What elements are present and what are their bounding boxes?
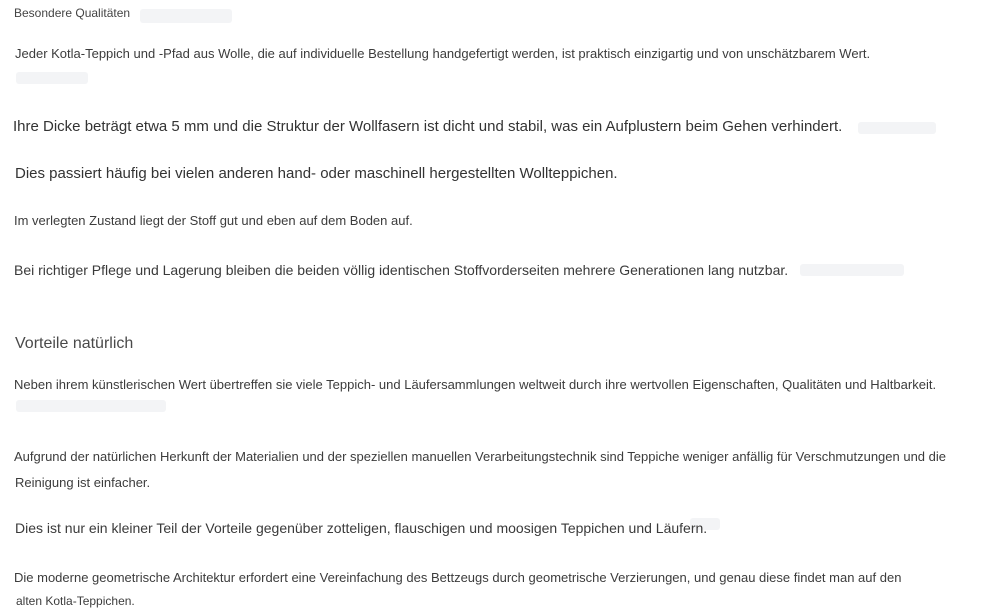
background-artifact bbox=[16, 400, 166, 412]
background-artifact bbox=[800, 264, 904, 276]
background-artifact bbox=[16, 72, 88, 84]
paragraph-architecture-line2: alten Kotla-Teppichen. bbox=[16, 594, 135, 608]
paragraph-laying: Im verlegten Zustand liegt der Stoff gut und eben auf dem Boden auf. bbox=[14, 213, 413, 228]
background-artifact bbox=[140, 9, 232, 23]
paragraph-care: Bei richtiger Pflege und Lagerung bleiben die beiden völlig identischen Stoffvorderseiten mehrere Generationen lang nutzbar. bbox=[14, 262, 789, 278]
paragraph-uniqueness: Jeder Kotla-Teppich und -Pfad aus Wolle, die auf individuelle Bestellung handgefertigt werden, ist praktisch einzigartig und von unschätzbarem Wert. bbox=[15, 46, 871, 61]
paragraph-common-issue: Dies passiert häufig bei vielen anderen hand- oder maschinell hergestellten Wollteppichen. bbox=[15, 165, 618, 182]
paragraph-natural-origin-line1: Aufgrund der natürlichen Herkunft der Materialien und der speziellen manuellen Verarbeitungstechnik sind Teppiche weniger anfällig für Verschmutzungen und die bbox=[14, 449, 947, 464]
paragraph-architecture-line1: Die moderne geometrische Architektur erfordert eine Vereinfachung des Bettzeugs durch geometrische Verzierungen, und genau diese findet man auf den bbox=[14, 570, 902, 585]
section-heading: Vorteile natürlich bbox=[15, 335, 134, 352]
section-label: Besondere Qualitäten bbox=[14, 6, 131, 20]
paragraph-artistic-value: Neben ihrem künstlerischen Wert übertreffen sie viele Teppich- und Läufersammlungen weltweit durch ihre wertvollen Eigenschaften, Qualitäten und Haltbarkeit. bbox=[14, 377, 937, 392]
background-artifact bbox=[858, 122, 936, 134]
paragraph-advantages: Dies ist nur ein kleiner Teil der Vorteile gegenüber zotteligen, flauschigen und moosigen Teppichen und Läufern. bbox=[15, 520, 708, 536]
paragraph-natural-origin-line2: Reinigung ist einfacher. bbox=[15, 475, 151, 490]
paragraph-thickness: Ihre Dicke beträgt etwa 5 mm und die Struktur der Wollfasern ist dicht und stabil, was ein Aufplustern beim Gehen verhindert. bbox=[13, 118, 843, 135]
